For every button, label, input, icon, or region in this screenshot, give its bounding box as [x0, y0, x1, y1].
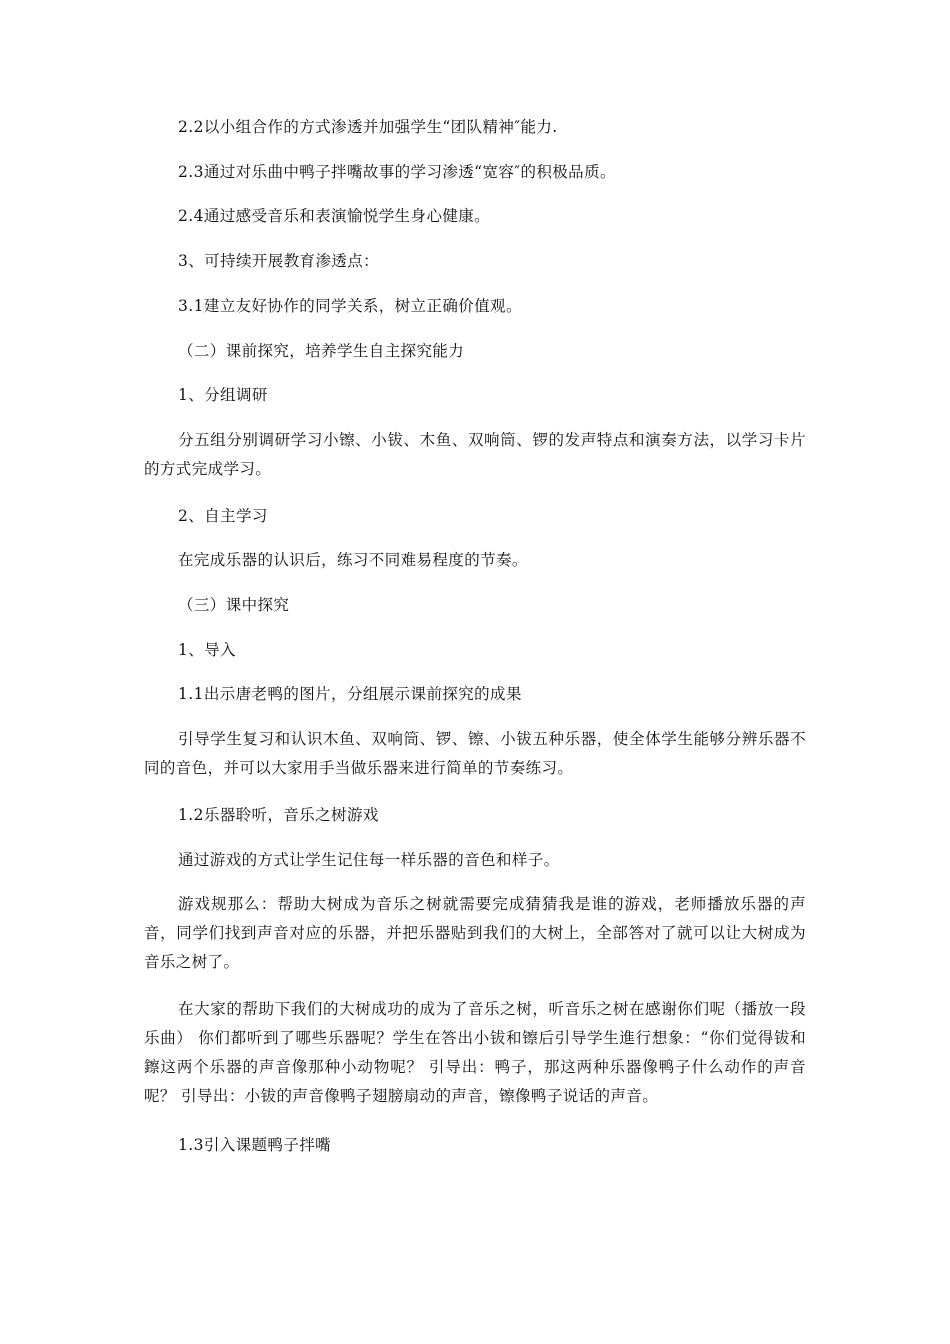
heading-3: 3、可持续开展教育渗透点： [178, 252, 380, 270]
heading-intro: 1、导入 [178, 641, 236, 659]
section-heading-3: （三）课中探究 [178, 596, 290, 614]
paragraph-self-study: 在完成乐器的认识后，练习不同难易程度的节奏。 [178, 551, 528, 569]
paragraph-game-purpose: 通过游戏的方式让学生记住每一样乐器的音色和样子。 [178, 851, 560, 869]
section-heading-2: （二）课前探究，培养学生自主探究能力 [178, 342, 465, 360]
heading-group-research: 1、分组调研 [178, 386, 268, 404]
paragraph-2-2: 2.2以小组合作的方式渗透并加强学生“团队精神″能力. [178, 118, 558, 136]
paragraph-2-4: 2.4通过感受音乐和表演愉悦学生身心健康。 [178, 207, 491, 225]
paragraph-2-3: 2.3通过对乐曲中鸭子拌嘴故事的学习渗透“宽容″的积极品质。 [178, 163, 616, 181]
paragraph-group-research: 分五组分别调研学习小镲、小钹、木鱼、双响筒、锣的发声特点和演奏方法，以学习卡片的方式完成学习。 [144, 431, 806, 478]
paragraph-1-2: 1.2乐器聆听，音乐之树游戏 [178, 806, 379, 824]
heading-self-study: 2、自主学习 [178, 507, 268, 525]
paragraph-1-1: 1.1出示唐老鸭的图片，分组展示课前探究的成果 [178, 685, 522, 703]
paragraph-1-3: 1.3引入课题鸭子拌嘴 [178, 1136, 332, 1154]
paragraph-review: 引导学生复习和认识木鱼、双响筒、锣、镲、小钹五种乐器，使全体学生能够分辨乐器不同的音色，并可以大家用手当做乐器来进行简单的节奏练习。 [144, 730, 806, 777]
paragraph-3-1: 3.1建立友好协作的同学关系，树立正确价值观。 [178, 297, 522, 315]
paragraph-music-tree: 在大家的帮助下我们的大树成功的成为了音乐之树，听音乐之树在感谢你们呢（播放一段乐曲） 你们都听到了哪些乐器呢？学生在答出小钹和镲后引导学生進行想象：“你们觉得钹和鑔这两个乐器的声音像那种小动物呢？ 引导出：鸭子，那这两种乐器像鸭子什么动作的声音呢？ 引导出：小钹的声音像鸭子翅膀扇动的声音，镲像鸭子说话的声音。 [144, 1000, 806, 1105]
paragraph-game-rules: 游戏规那么：帮助大树成为音乐之树就需要完成猜猜我是谁的游戏，老师播放乐器的声音，同学们找到声音对应的乐器，并把乐器贴到我们的大树上，全部答对了就可以让大树成为音乐之树了。 [144, 895, 806, 971]
